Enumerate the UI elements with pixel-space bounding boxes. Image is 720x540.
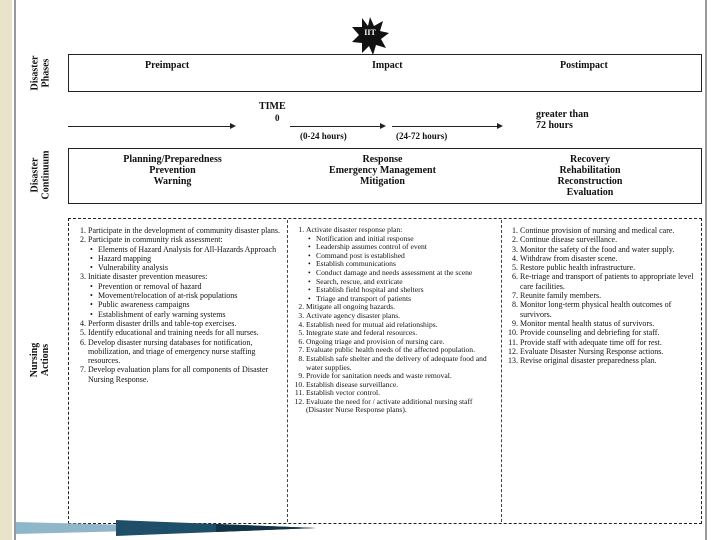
list-item: • Elements of Hazard Analysis for All-Hazards Approach: [98, 245, 284, 254]
list-item: 11. Establish vector control.: [306, 389, 498, 398]
slide-border: [0, 0, 12, 540]
time-arrow-second: [392, 126, 497, 127]
column-divider-2: [501, 220, 502, 522]
list-item: 3. Initiate disaster prevention measures: • Prevention or removal of hazard • Movement/relocation of at-risk populations • Public awareness campaigns • Establishment of early warning systems: [88, 272, 284, 318]
time-72-hours: 72 hours: [536, 120, 573, 131]
time-arrow-pre: [68, 126, 230, 127]
list-item: 2. Mitigate all ongoing hazards.: [306, 303, 498, 312]
list-item: 4. Perform disaster drills and table-top exercises.: [88, 319, 284, 328]
recovery-actions: [504, 226, 700, 365]
continuum-response: Response Emergency Management Mitigation: [329, 154, 436, 187]
decorative-arrows-icon: [16, 516, 336, 540]
list-item: 7. Develop evaluation plans for all components of Disaster Nursing Response.: [88, 365, 284, 384]
list-item: • Notification and initial response: [316, 235, 498, 244]
list-item: • Triage and transport of patients: [316, 295, 498, 304]
time-second-interval: (24-72 hours): [396, 131, 448, 141]
list-item: • Establish communications: [316, 260, 498, 269]
time-arrowhead-first: [380, 123, 386, 129]
list-item: • Search, rescue, and extricate: [316, 278, 498, 287]
list-item: 2. Continue disease surveillance.: [520, 235, 700, 244]
list-item: 6. Ongoing triage and provision of nursing care.: [306, 338, 498, 347]
continuum-recovery: Recovery Rehabilitation Reconstruction Evaluation: [557, 154, 623, 198]
continuum-preparedness: Planning/Preparedness Prevention Warning: [123, 154, 222, 187]
phase-preimpact: Preimpact: [145, 60, 190, 71]
time-arrow-first: [290, 126, 380, 127]
list-item: • Movement/relocation of at-risk populations: [98, 291, 284, 300]
list-item: 9. Provide for sanitation needs and waste removal.: [306, 372, 498, 381]
time-arrowhead-pre: [230, 123, 236, 129]
list-item: 10. Establish disease surveillance.: [306, 381, 498, 390]
logo-text: IIT: [364, 28, 376, 37]
list-item: • Command post is established: [316, 252, 498, 261]
list-item: 3. Activate agency disaster plans.: [306, 312, 498, 321]
phase-postimpact: Postimpact: [560, 60, 608, 71]
list-item: 4. Establish need for mutual aid relationships.: [306, 321, 498, 330]
time-first-interval: (0-24 hours): [300, 131, 347, 141]
list-item: • Conduct damage and needs assessment at the scene: [316, 269, 498, 278]
list-item: 6. Re-triage and transport of patients to appropriate level care facilities.: [520, 272, 700, 291]
list-item: 10. Provide counseling and debriefing for staff.: [520, 328, 700, 337]
list-item: 7. Evaluate public health needs of the affected population.: [306, 346, 498, 355]
disaster-continuum-label: Disaster Continuum: [29, 150, 51, 200]
list-item: • Establishment of early warning systems: [98, 310, 284, 319]
list-item: • Prevention or removal of hazard: [98, 282, 284, 291]
nursing-actions-label: Nursing Actions: [28, 342, 51, 378]
list-item: • Hazard mapping: [98, 254, 284, 263]
list-item: 8. Monitor long-term physical health outcomes of survivors.: [520, 300, 700, 319]
frame-line-right: [705, 0, 707, 540]
list-item: 12. Evaluate the need for / activate additional nursing staff (Disaster Nurse Response plans).: [306, 398, 498, 415]
disaster-phases-label: Disaster Phases: [29, 55, 51, 90]
list-item: 8. Establish safe shelter and the delivery of adequate food and water supplies.: [306, 355, 498, 372]
list-item: 1. Participate in the development of community disaster plans.: [88, 226, 284, 235]
list-item: 12. Evaluate Disaster Nursing Response actions.: [520, 347, 700, 356]
time-zero: 0: [275, 113, 280, 123]
list-item: 2. Participate in community risk assessment: • Elements of Hazard Analysis for All-Hazards Approach • Hazard mapping • Vulnerability analysis: [88, 235, 284, 272]
list-item: 7. Reunite family members.: [520, 291, 700, 300]
list-item: 9. Monitor mental health status of survivors.: [520, 319, 700, 328]
frame-line-left: [14, 0, 16, 540]
list-item: 1. Continue provision of nursing and medical care.: [520, 226, 700, 235]
list-item: 5. Integrate state and federal resources.: [306, 329, 498, 338]
list-item: 3. Monitor the safety of the food and water supply.: [520, 245, 700, 254]
list-item: 5. Restore public health infrastructure.: [520, 263, 700, 272]
preparedness-actions: [72, 226, 284, 384]
list-item: • Vulnerability analysis: [98, 263, 284, 272]
list-item: 11. Provide staff with adequate time off for rest.: [520, 338, 700, 347]
list-item: 1. Activate disaster response plan: • Notification and initial response • Leadership assumes control of event • Command post is established • Establish communications • Conduct damage and needs assessment at the scene • Search, rescue, and extricate • Establish field hospital and shelters • Triage and transport of patients: [306, 226, 498, 303]
list-item: 5. Identify educational and training needs for all nurses.: [88, 328, 284, 337]
list-item: 6. Develop disaster nursing databases for notification, mobilization, and triage of emergency nurse staffing resources.: [88, 338, 284, 366]
response-actions: [290, 226, 498, 415]
time-label: TIME: [259, 101, 286, 112]
time-greater-than: greater than: [536, 109, 589, 120]
column-divider-1: [287, 220, 288, 522]
list-item: • Leadership assumes control of event: [316, 243, 498, 252]
list-item: • Public awareness campaigns: [98, 300, 284, 309]
time-arrowhead-second: [497, 123, 503, 129]
phase-impact: Impact: [372, 60, 403, 71]
list-item: • Establish field hospital and shelters: [316, 286, 498, 295]
list-item: 4. Withdraw from disaster scene.: [520, 254, 700, 263]
list-item: 13. Revise original disaster preparedness plan.: [520, 356, 700, 365]
